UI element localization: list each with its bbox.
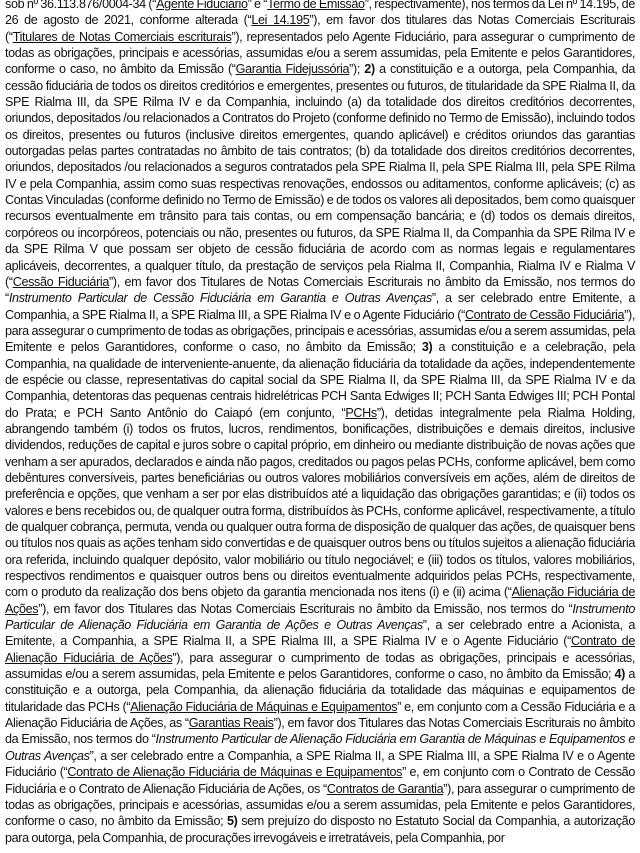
text-run: ”), em favor dos Titulares de Notas Comerciais Escriturais no âmbito da Emissão, nos termos do “ — [5, 274, 635, 306]
text-run: ”); — [349, 62, 365, 77]
text-run: ”), em favor dos Titulares das Notas Comerciais Escriturais no âmbito da Emissão, nos termos do “ — [5, 716, 635, 747]
item-number: 5) — [226, 814, 238, 829]
paragraph — [5, 0, 635, 846]
text-run: ”), em favor dos titulares das Notas Comerciais Escriturais (“ — [5, 13, 635, 44]
item-number: 4) — [614, 667, 625, 682]
text-run: ”, respectivamente), nos termos da Lei nº 14.195, de 26 de agosto de 2021, conforme alterada (“ — [5, 0, 635, 28]
instrument-title: Instrumento Particular de Cessão Fiduciária em Garantia e Outras Avenças — [8, 291, 432, 306]
text-run: sem prejuízo do disposto no Estatuto Social da Companhia, a autorização para outorga, pela Companhia, de procurações irrevogáveis e irretratáveis, pela Companhia, por — [5, 814, 635, 845]
defined-term: Alienação Fiduciária de Ações — [5, 585, 635, 616]
text-run: ”, a ser celebrado entre a Acionista, a Emitente, a Companhia, a SPE Rialma II, a SPE Rialma III, a SPE Rialma IV e o Agente Fiduciário (“ — [5, 618, 635, 649]
defined-term: Garantia Fidejussória — [235, 62, 350, 77]
text-run: ”), para assegurar o cumprimento de todas as obrigações, principais e acessórias, assumidas e/ou a serem assumidas, pela Emitente e pelos Garantidores, conforme o caso, no âmbito da Emissão; — [5, 307, 636, 355]
defined-term: Alienação Fiduciária de Máquinas e Equipamentos — [130, 699, 398, 714]
text-run: ”), para assegurar o cumprimento de todas as obrigações, principais e acessórias, assumidas e/ou a serem assumidas, pela Emitente e pelos Garantidores, conforme o caso, no âmbito da Emissão; — [5, 650, 635, 682]
document-body — [5, 0, 635, 846]
text-run: ” e, em conjunto com a Cessão Fiduciária e a Alienação Fiduciária de Ações, as “ — [5, 699, 635, 731]
text-run: a constituição e a celebração, pela Companhia, na qualidade de interveniente-anuente, da alienação fiduciária da totalidade da ações, independentemente de espécie ou classe, representativas do capital social da SPE Rialma II, da SPE Rialma III, da SPE Rialma IV e da Companhia, detentoras das pequenas centrais hidrelétricas PCH Santa Edwiges II; PCH Santa Edwiges III; PCH Pontal do Prata; e PCH Santo Antônio do Caiapó (em conjunto, “ — [5, 340, 635, 420]
defined-term: Agente Fiduciário — [156, 0, 248, 11]
defined-term: Contrato de Alienação Fiduciária de Máquinas e Equipamentos — [67, 765, 403, 780]
text-run: ”), representados pelo Agente Fiduciário, para assegurar o cumprimento de todas as obrigações, principais e acessórias, assumidas e/ou a serem assumidas, pela Emitente e pelos Garantidores, conforme o caso, no âmbito da Emissão (“ — [5, 29, 635, 77]
text-run: ” e, em conjunto com o Contrato de Cessão Fiduciária e o Contrato de Alienação Fiduciária de Ações, os “ — [5, 765, 635, 796]
item-number: 2) — [364, 62, 375, 77]
text-run: ”, a ser celebrado entre Emitente, a Companhia, a SPE Rialma II, a SPE Rialma III, a SPE Rialma IV e o Agente Fiduciário (“ — [5, 291, 635, 322]
instrument-title: Instrumento Particular de Alienação Fiduciária em Garantia de Máquinas e Equipamentos e Outras Avenças — [5, 732, 635, 763]
text-run: ”), para assegurar o cumprimento de todas as obrigações, principais e acessórias, assumidas e/ou a serem assumidas, pela Emitente e pelos Garantidores, conforme o caso, no âmbito da Emissão; — [5, 781, 635, 829]
defined-term: Garantias Reais — [188, 716, 274, 731]
defined-term: Titulares de Notas Comerciais escriturais — [12, 29, 232, 44]
defined-term: Cessão Fiduciária — [12, 274, 110, 289]
defined-term: PCHs — [345, 405, 377, 420]
text-run: a constituição e a outorga, pela Companhia, da cessão fiduciária de todos os direitos creditórios e emergentes, presentes ou futuros, de titularidade da SPE Rialma II, da SPE Rialma III, da SPE Rilma IV e da Companhia, incluindo (a) da totalidade dos direitos creditórios decorrentes, oriundos, depositados /ou relacionados a Contratos do Projeto (conforme definido no Termo de Emissão), incluindo todos os direitos, presentes ou futuros (inclusive direitos emergentes, quando aplicável) e créditos oriundos das garantias outorgadas pelas partes contratadas no âmbito de tais contratos; (b) da totalidade dos direitos creditórios decorrentes, oriundos, depositados /ou relacionados a seguros contratados pela SPE Rialma II, pela SPE Rialma III, pela SPE Rilma IV e pela Companhia, assim como suas respectivas renovações, endossos ou aditamentos, conforme aplicáveis; (c) as Contas Vinculadas (conforme definido no Termo de Emissão) e de todos os valores ali depositados, bem como quaisquer recursos eventualmente em trânsito para tais contas, ou em compensação bancária; e (d) todos os demais direitos, corpóreos ou incorpóreos, potenciais ou não, presentes ou futuros, da SPE Rialma II, da Companhia da SPE Rilma IV e da SPE Rilma V que possam ser objeto de cessão fiduciária de acordo com as normas legais e regulamentares aplicáveis, decorrentes, a qualquer título, da prestação de serviços pela Rialma II, Companhia, Rialma IV e Rialma V (“ — [5, 62, 635, 289]
defined-term: Termo de Emissão — [267, 0, 365, 11]
text-run: a constituição e a outorga, pela Companhia, da alienação fiduciária da totalidade das máquinas e equipamentos de titularidade das PCHs (“ — [5, 667, 636, 714]
defined-term: Contrato de Cessão Fiduciária — [464, 307, 625, 322]
text-run: ”), em favor dos Titulares das Notas Comerciais Escriturais no âmbito da Emissão, nos termos do “ — [38, 601, 573, 616]
instrument-title: Instrumento Particular de Alienação Fiduciária em Garantia de Ações e Outras Avenças — [5, 601, 635, 633]
defined-term: Contrato de Alienação Fiduciária de Ações — [5, 634, 635, 665]
defined-term: Lei 14.195 — [251, 13, 310, 28]
text-run: ”), detidas integralmente pela Rialma Holding, abrangendo também (i) todos os frutos, lucros, rendimentos, bonificações, distribuições e demais direitos, inclusive dividendos, reduções de capital e juros sobre o capital próprio, em dinheiro ou mediante distribuição de novas ações que venham a ser apurados, declarados e ainda não pagos, creditados ou pagos pelas PCHs, conforme aplicável, bem como debêntures conversíveis, partes beneficiárias ou outros valores mobiliários conversíveis em ações, além de direitos de preferência e opções, que venham a ser por elas distribuídos até a liquidação das obrigações garantidas; e (ii) todos os valores e bens recebidos ou, de qualquer outra forma, distribuídos às PCHs, conforme aplicável, respectivamente, a título de qualquer cobrança, permuta, venda ou qualquer outra forma de disposição de qualquer das ações, de quaisquer bens ou títulos nos quais as ações tenham sido convertidas e de quaisquer outros bens ou títulos sujeitos a alienação fiduciária ora referida, incluindo qualquer depósito, valor mobiliário ou título negociável; e (iii) todos os títulos, valores mobiliários, respectivos rendimentos e quaisquer outros bens ou direitos eventualmente adquiridos pelas PCHs, respectivamente, com o produto da realização dos bens objeto da garantia mencionada nos itens (i) e (ii) acima (“ — [5, 405, 635, 600]
text-run: ”, a ser celebrado entre a Companhia, a SPE Rialma II, a SPE Rialma III, a SPE Rialma IV e o Agente Fiduciário (“ — [5, 748, 635, 780]
text-run: ” e “ — [247, 0, 268, 11]
text-run: sob nº 36.113.876/0004-34 (“ — [5, 0, 157, 11]
item-number: 3) — [421, 340, 433, 355]
defined-term: Contratos de Garantia — [326, 781, 444, 796]
